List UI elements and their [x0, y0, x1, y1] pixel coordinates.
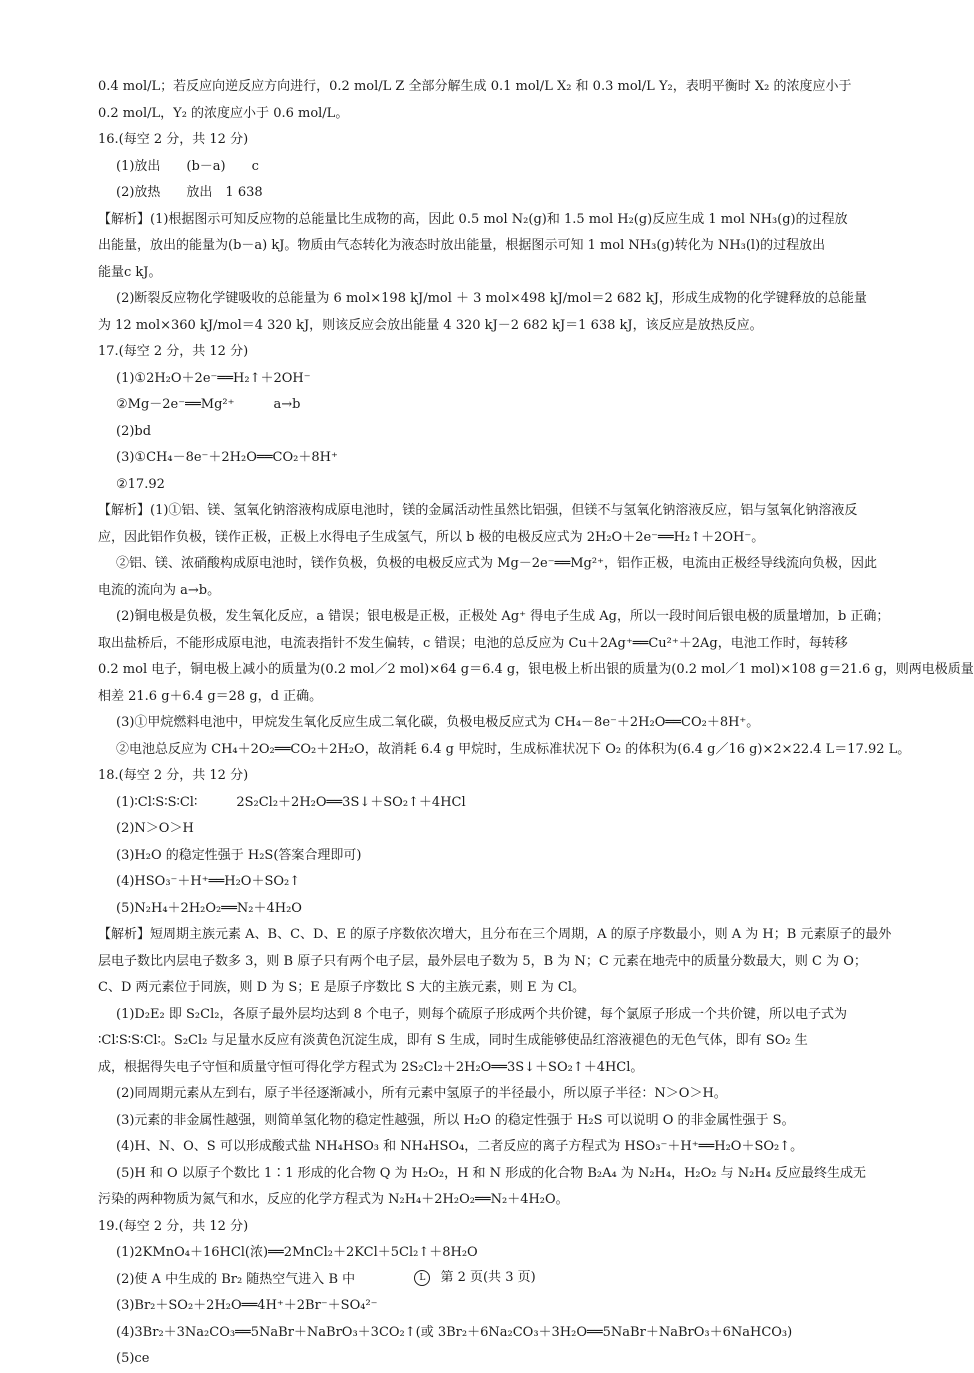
page-footer: [0, 1265, 950, 1292]
text-line: 【解析】(1)根据图示可知反应物的总能量比生成物的高，因此 0.5 mol N₂(g)和 1.5 mol H₂(g)反应生成 1 mol NH₃(g)的过程放: [98, 211, 848, 227]
text-line: (3)元素的非金属性越强，则简单氢化物的稳定性越强，所以 H₂O 的稳定性强于 H₂S 可以说明 O 的非金属性强于 S。: [116, 1112, 795, 1128]
text-line: (3)H₂O 的稳定性强于 H₂S(答案合理即可): [116, 847, 362, 863]
text-line: 层电子数比内层电子数多 3，则 B 原子只有两个电子层，最外层电子数为 5，B 为 N；C 元素在地壳中的质量分数最大，则 C 为 O；: [98, 953, 867, 969]
text-line: (2)同周期元素从左到右，原子半径逐渐减小，所有元素中氢原子的半径最小，所以原子半径：N＞O＞H。: [116, 1086, 727, 1101]
page-number: 第 2 页(共 3 页): [440, 1270, 536, 1285]
text-line: 17.(每空 2 分，共 12 分): [98, 344, 249, 359]
circled-mark: L: [414, 1270, 430, 1286]
text-line: 能量c kJ。: [98, 264, 162, 280]
text-line: (5)ce: [116, 1351, 150, 1366]
text-line: 成，根据得失电子守恒和质量守恒可得化学方程式为 2S₂Cl₂＋2H₂O══3S↓＋SO₂↑＋4HCl。: [98, 1059, 644, 1075]
text-line: 【解析】(1)①铝、镁、氢氧化钠溶液构成原电池时，镁的金属活动性虽然比铝强，但镁不与氢氧化钠溶液反应，铝与氢氧化钠溶液反: [98, 503, 858, 518]
text-line: 18.(每空 2 分，共 12 分): [98, 768, 249, 783]
text-line: (3)①甲烷燃料电池中，甲烷发生氧化反应生成二氧化碳，负极电极反应式为 CH₄－8e⁻＋2H₂O══CO₂＋8H⁺。: [116, 715, 760, 730]
text-line: 相差 21.6 g＋6.4 g＝28 g，d 正确。: [98, 688, 323, 704]
text-line: (1)D₂E₂ 即 S₂Cl₂，各原子最外层均达到 8 个电子，则每个硫原子形成两个共价键，每个氯原子形成一个共价键，所以电子式为: [116, 1006, 847, 1022]
text-line: 16.(每空 2 分，共 12 分): [98, 132, 249, 147]
text-line: 污染的两种物质为氮气和水，反应的化学方程式为 N₂H₄＋2H₂O₂══N₂＋4H₂O。: [98, 1192, 569, 1207]
answer-content: [98, 74, 974, 1373]
text-line: (5)H 和 O 以原子个数比 1∶1 形成的化合物 Q 为 H₂O₂，H 和 N 形成的化合物 B₂A₄ 为 N₂H₄，H₂O₂ 与 N₂H₄ 反应最终生成无: [116, 1165, 867, 1181]
text-line: (4)HSO₃⁻＋H⁺══H₂O＋SO₂↑: [116, 874, 301, 889]
text-line: ②17.92: [116, 476, 165, 492]
text-line: 应，因此铝作负极，镁作正极，正极上水得电子生成氢气，所以 b 极的电极反应式为 2H₂O＋2e⁻══H₂↑＋2OH⁻。: [98, 529, 765, 545]
text-line: 0.4 mol/L；若反应向逆反应方向进行，0.2 mol/L Z 全部分解生成 0.1 mol/L X₂ 和 0.3 mol/L Y₂，表明平衡时 X₂ 的浓度应小于: [98, 79, 852, 94]
text-line: ②铝、镁、浓硝酸构成原电池时，镁作负极，负极的电极反应式为 Mg－2e⁻══Mg²⁺，铝作正极，电流由正极经导线流向负极，因此: [116, 556, 877, 571]
text-line: (2)bd: [116, 423, 152, 439]
text-line: 出能量，放出的能量为(b－a) kJ。物质由气态转化为液态时放出能量，根据图示可知 1 mol NH₃(g)转化为 NH₃(l)的过程放出: [98, 238, 826, 253]
text-line: 0.2 mol/L，Y₂ 的浓度应小于 0.6 mol/L。: [98, 105, 349, 121]
text-line: (4)3Br₂＋3Na₂CO₃══5NaBr＋NaBrO₃＋3CO₂↑(或 3Br₂＋6Na₂CO₃＋3H₂O══5NaBr＋NaBrO₃＋6NaHCO₃): [116, 1324, 793, 1340]
text-line: ②Mg－2e⁻══Mg²⁺ a→b: [116, 397, 301, 412]
text-line: ∶Cl∶S∶S∶Cl∶。S₂Cl₂ 与足量水反应有淡黄色沉淀生成，即有 S 生成，同时生成能够使品红溶液褪色的无色气体，即有 SO₂ 生: [98, 1033, 808, 1048]
text-line: (2)断裂反应物化学键吸收的总能量为 6 mol×198 kJ/mol ＋ 3 mol×498 kJ/mol＝2 682 kJ，形成生成物的化学键释放的总能量: [116, 291, 867, 306]
text-line: (3)Br₂＋SO₂＋2H₂O══4H⁺＋2Br⁻＋SO₄²⁻: [116, 1298, 378, 1313]
text-line: 【解析】短周期主族元素 A、B、C、D、E 的原子序数依次增大，且分布在三个周期，A 的原子序数最小，则 A 为 H；B 元素原子的最外: [98, 927, 892, 942]
text-line: 0.2 mol 电子，铜电极上减小的质量为(0.2 mol／2 mol)×64 g＝6.4 g，银电极上析出银的质量为(0.2 mol／1 mol)×108 g＝21.6 g，则两电极质量: [98, 662, 974, 677]
text-line: (1)①2H₂O＋2e⁻══H₂↑＋2OH⁻: [116, 370, 311, 386]
text-line: 取出盐桥后，不能形成原电池，电流表指针不发生偏转，c 错误；电池的总反应为 Cu＋2Ag⁺══Cu²⁺＋2Ag，电池工作时，每转移: [98, 635, 848, 651]
text-line: (2)放热 放出 1 638: [116, 185, 263, 200]
text-line: (1)2KMnO₄＋16HCl(浓)══2MnCl₂＋2KCl＋5Cl₂↑＋8H₂O: [116, 1245, 478, 1260]
text-line: 19.(每空 2 分，共 12 分): [98, 1218, 249, 1234]
text-line: (4)H、N、O、S 可以形成酸式盐 NH₄HSO₃ 和 NH₄HSO₄，二者反应的离子方程式为 HSO₃⁻＋H⁺══H₂O＋SO₂↑。: [116, 1139, 804, 1154]
text-line: (1)∶Cl∶S∶S∶Cl∶ 2S₂Cl₂＋2H₂O══3S↓＋SO₂↑＋4HCl: [116, 794, 466, 810]
text-line: (2)使 A 中生成的 Br₂ 随热空气进入 B 中: [116, 1271, 356, 1287]
text-line: C、D 两元素位于同族，则 D 为 S；E 是原子序数比 S 大的主族元素，则 E 为 Cl。: [98, 980, 586, 995]
text-line: (2)铜电极是负极，发生氧化反应，a 错误；银电极是正极，正极处 Ag⁺ 得电子生成 Ag，所以一段时间后银电极的质量增加，b 正确；: [116, 609, 890, 624]
text-line: ②电池总反应为 CH₄＋2O₂══CO₂＋2H₂O，故消耗 6.4 g 甲烷时，生成标准状况下 O₂ 的体积为(6.4 g／16 g)×2×22.4 L＝17.92 L。: [116, 741, 911, 757]
text-line: (2)N＞O＞H: [116, 821, 194, 836]
text-line: (1)放出 (b－a) c: [116, 158, 259, 174]
text-line: (3)①CH₄－8e⁻＋2H₂O══CO₂＋8H⁺: [116, 450, 338, 465]
text-line: 为 12 mol×360 kJ/mol＝4 320 kJ，则该反应会放出能量 4 320 kJ－2 682 kJ＝1 638 kJ，该反应是放热反应。: [98, 317, 763, 333]
text-line: (5)N₂H₄＋2H₂O₂══N₂＋4H₂O: [116, 900, 302, 916]
text-line: 电流的流向为 a→b。: [98, 582, 221, 598]
